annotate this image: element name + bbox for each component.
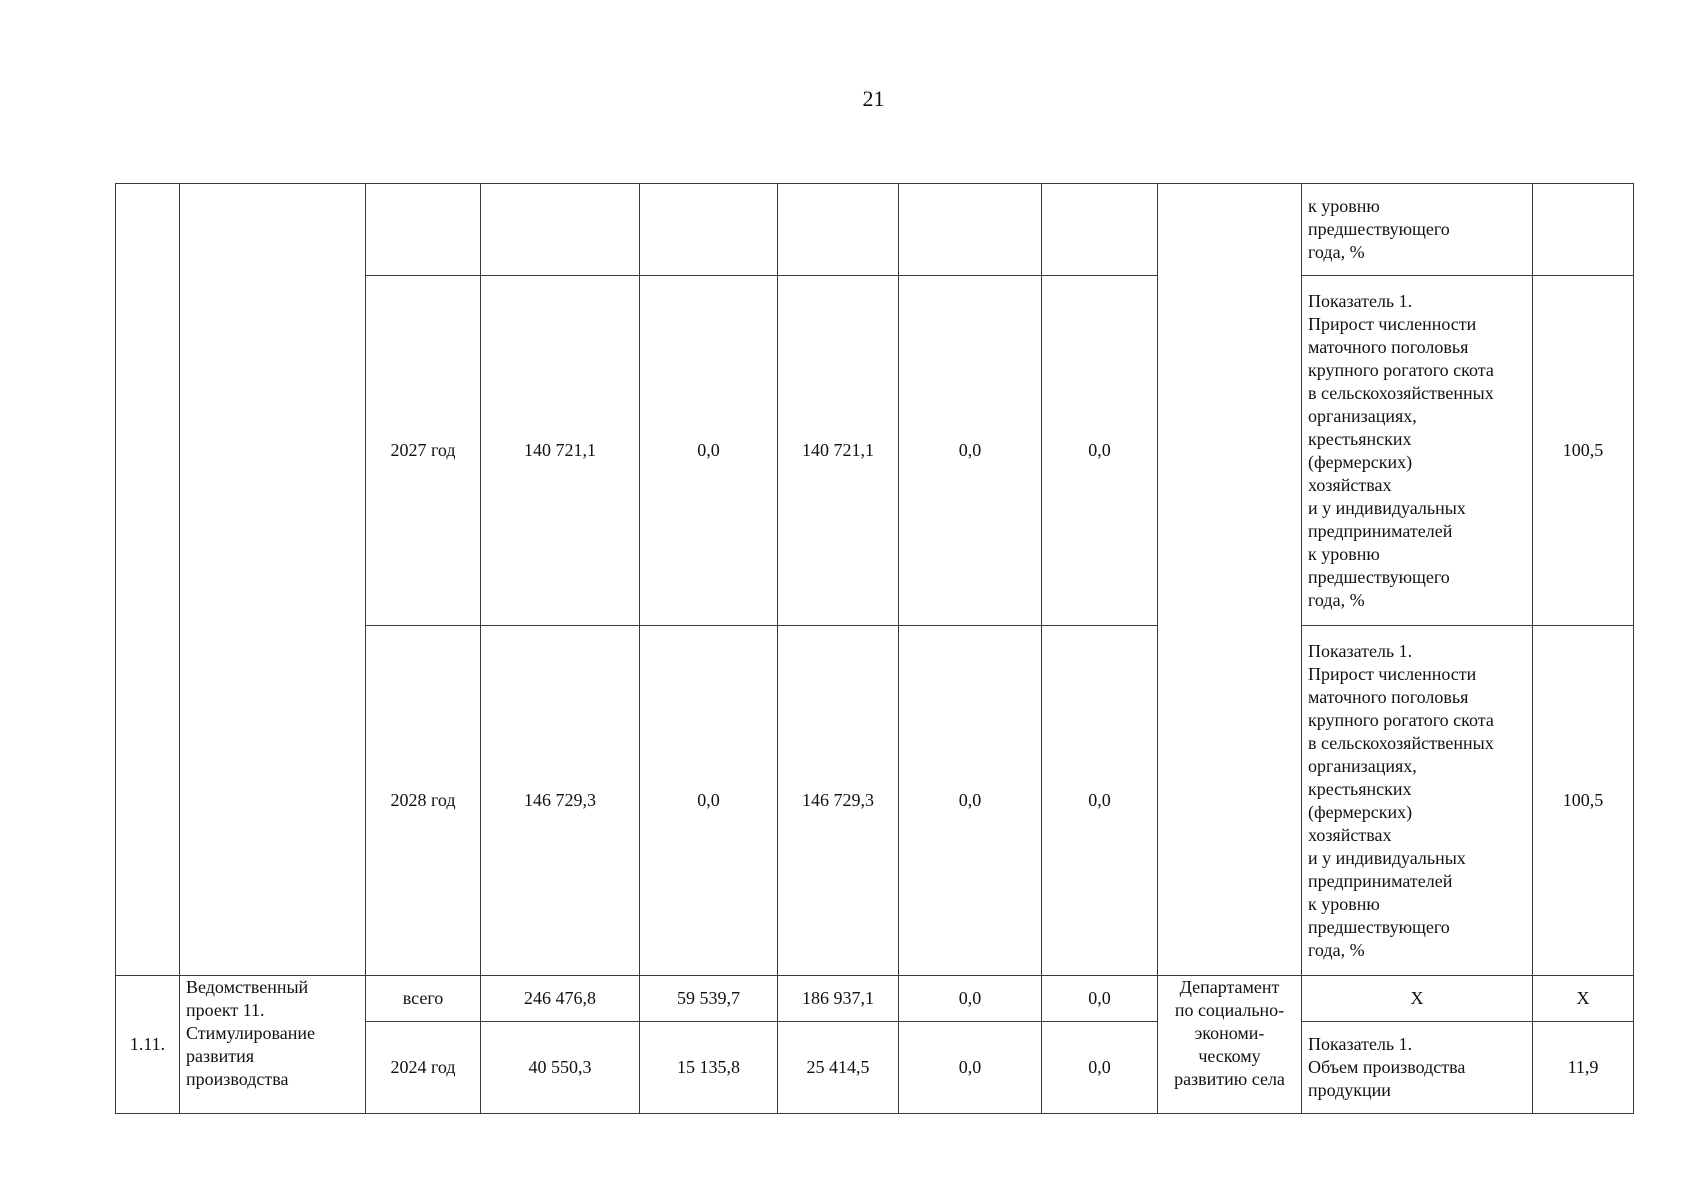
other-cell: 0,0: [1042, 276, 1158, 626]
federal-cell: [640, 184, 778, 276]
total-cell: [481, 184, 640, 276]
executor-cell-empty: [1158, 184, 1302, 976]
total-cell: 246 476,8: [481, 976, 640, 1022]
name-cell-empty: [180, 184, 366, 976]
local-cell: 0,0: [899, 276, 1042, 626]
regional-cell: [778, 184, 899, 276]
indicator-value-cell: 11,9: [1533, 1022, 1634, 1114]
other-cell: 0,0: [1042, 1022, 1158, 1114]
other-cell: [1042, 184, 1158, 276]
year-cell: [366, 184, 481, 276]
year-cell: 2024 год: [366, 1022, 481, 1114]
section-name-cell: Ведомственный проект 11. Стимулирование развития производства: [180, 976, 366, 1114]
total-cell: 146 729,3: [481, 626, 640, 976]
indicator-cell: Показатель 1. Прирост численности маточного поголовья крупного рогатого скота в сельскохозяйственных организациях, крестьянских (фермерских) хозяйствах и у индивидуальных предпринимателей к уровню предшествующего года, %: [1302, 276, 1533, 626]
indicator-value-cell: [1533, 184, 1634, 276]
page-number: 21: [862, 86, 885, 111]
year-cell: всего: [366, 976, 481, 1022]
section-number-cell: 1.11.: [116, 976, 180, 1114]
number-cell-empty: [116, 184, 180, 976]
year-cell: 2028 год: [366, 626, 481, 976]
indicator-value-cell: 100,5: [1533, 276, 1634, 626]
table-row: [116, 184, 1634, 276]
indicator-cell: Показатель 1. Прирост численности маточного поголовья крупного рогатого скота в сельскохозяйственных организациях, крестьянских (фермерских) хозяйствах и у индивидуальных предпринимателей к уровню предшествующего года, %: [1302, 626, 1533, 976]
indicator-cell: Показатель 1. Объем производства продукции: [1302, 1022, 1533, 1114]
indicator-value-cell: 100,5: [1533, 626, 1634, 976]
program-table: [115, 183, 1634, 1114]
regional-cell: 146 729,3: [778, 626, 899, 976]
indicator-cell: к уровню предшествующего года, %: [1302, 184, 1533, 276]
other-cell: 0,0: [1042, 976, 1158, 1022]
federal-cell: 15 135,8: [640, 1022, 778, 1114]
indicator-cell: Х: [1302, 976, 1533, 1022]
local-cell: [899, 184, 1042, 276]
local-cell: 0,0: [899, 976, 1042, 1022]
federal-cell: 0,0: [640, 626, 778, 976]
regional-cell: 186 937,1: [778, 976, 899, 1022]
local-cell: 0,0: [899, 626, 1042, 976]
total-cell: 140 721,1: [481, 276, 640, 626]
indicator-value-cell: Х: [1533, 976, 1634, 1022]
regional-cell: 25 414,5: [778, 1022, 899, 1114]
table-row: [116, 976, 1634, 1022]
total-cell: 40 550,3: [481, 1022, 640, 1114]
other-cell: 0,0: [1042, 626, 1158, 976]
year-cell: 2027 год: [366, 276, 481, 626]
executor-cell: Департамент по социально- экономи- ческому развитию села: [1158, 976, 1302, 1114]
federal-cell: 0,0: [640, 276, 778, 626]
local-cell: 0,0: [899, 1022, 1042, 1114]
federal-cell: 59 539,7: [640, 976, 778, 1022]
regional-cell: 140 721,1: [778, 276, 899, 626]
